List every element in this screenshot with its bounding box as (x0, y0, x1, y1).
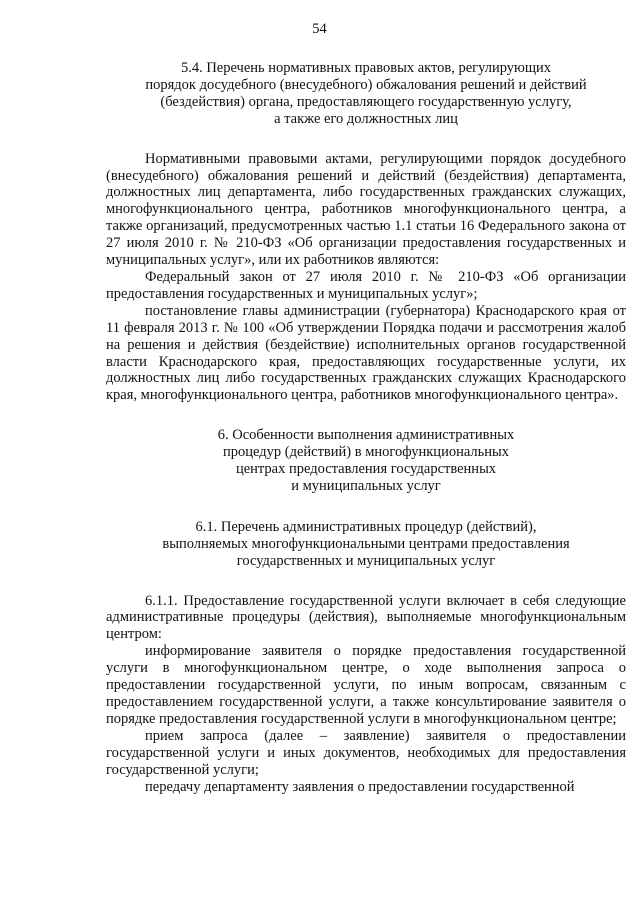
heading-line: 5.4. Перечень нормативных правовых актов, регулирующих (180, 60, 552, 76)
heading-line: 6.1. Перечень административных процедур (действий), (195, 518, 537, 535)
heading-line: государственных и муниципальных услуг (236, 552, 496, 569)
paragraph: 6.1.1. Предоставление государственной услуги включает в себя следующие административные процедуры (действия), выполняемые многофункциональным центром: (106, 592, 626, 643)
heading-line: выполняемых многофункциональными центрами предоставления (162, 535, 570, 552)
paragraph: информирование заявителя о порядке предоставления государственной услуги в многофункциональном центре, о ходе выполнения запроса о предоставлении государственной услуги, по иным вопросам, связанным с предоставлением государственной услуги, а также консультирование заявителя о порядке предоставления государственной услуги в многофункциональном центре; (106, 643, 626, 727)
document-body (106, 60, 626, 795)
section-6-heading (106, 427, 626, 495)
paragraph: Федеральный закон от 27 июля 2010 г. № 210-ФЗ «Об организации предоставления государственных и муниципальных услуг»; (106, 268, 626, 302)
page-number: 54 (312, 21, 327, 37)
heading-line: 6. Особенности выполнения административных (217, 427, 515, 444)
heading-line: порядок досудебного (внесудебного) обжалования решений и действий (145, 76, 587, 93)
section-6-1-heading (106, 519, 626, 570)
paragraph: постановление главы администрации (губернатора) Краснодарского края от 11 февраля 2013 г. № 100 «Об утверждении Порядка подачи и рассмотрения жалоб на решения и действия (бездействие) исполнительных органов государственной власти Краснодарского края, предоставляющих государственные услуги, их должностных лиц либо государственных гражданских служащих Краснодарского края, многофункционального центра, работников многофункционального центра». (106, 302, 626, 404)
paragraph: передачу департаменту заявления о предоставлении государственной (145, 778, 575, 795)
heading-line: а также его должностных лиц (274, 110, 458, 127)
paragraph: прием запроса (далее – заявление) заявителя о предоставлении государственной услуги и иных документов, необходимых для предоставления государственной услуги; (106, 727, 626, 778)
paragraph: Нормативными правовыми актами, регулирующими порядок досудебного (внесудебного) обжалования решений и действий (бездействия) департамента, должностных лиц департамента, либо государственных гражданских служащих, многофункционального центра, работников многофункционального центра, а также организаций, предусмотренных частью 1.1 статьи 16 Федерального закона от 27 июля 2010 г. № 210-ФЗ «Об организации предоставления государственных и муниципальных услуг», или их работников являются: (106, 150, 626, 269)
heading-line: и муниципальных услуг (291, 477, 441, 494)
heading-line: центрах предоставления государственных (235, 461, 497, 478)
section-5-4-heading (106, 60, 626, 128)
heading-line: процедур (действий) в многофункциональных (222, 444, 510, 461)
heading-line: (бездействия) органа, предоставляющего государственную услугу, (160, 93, 572, 110)
